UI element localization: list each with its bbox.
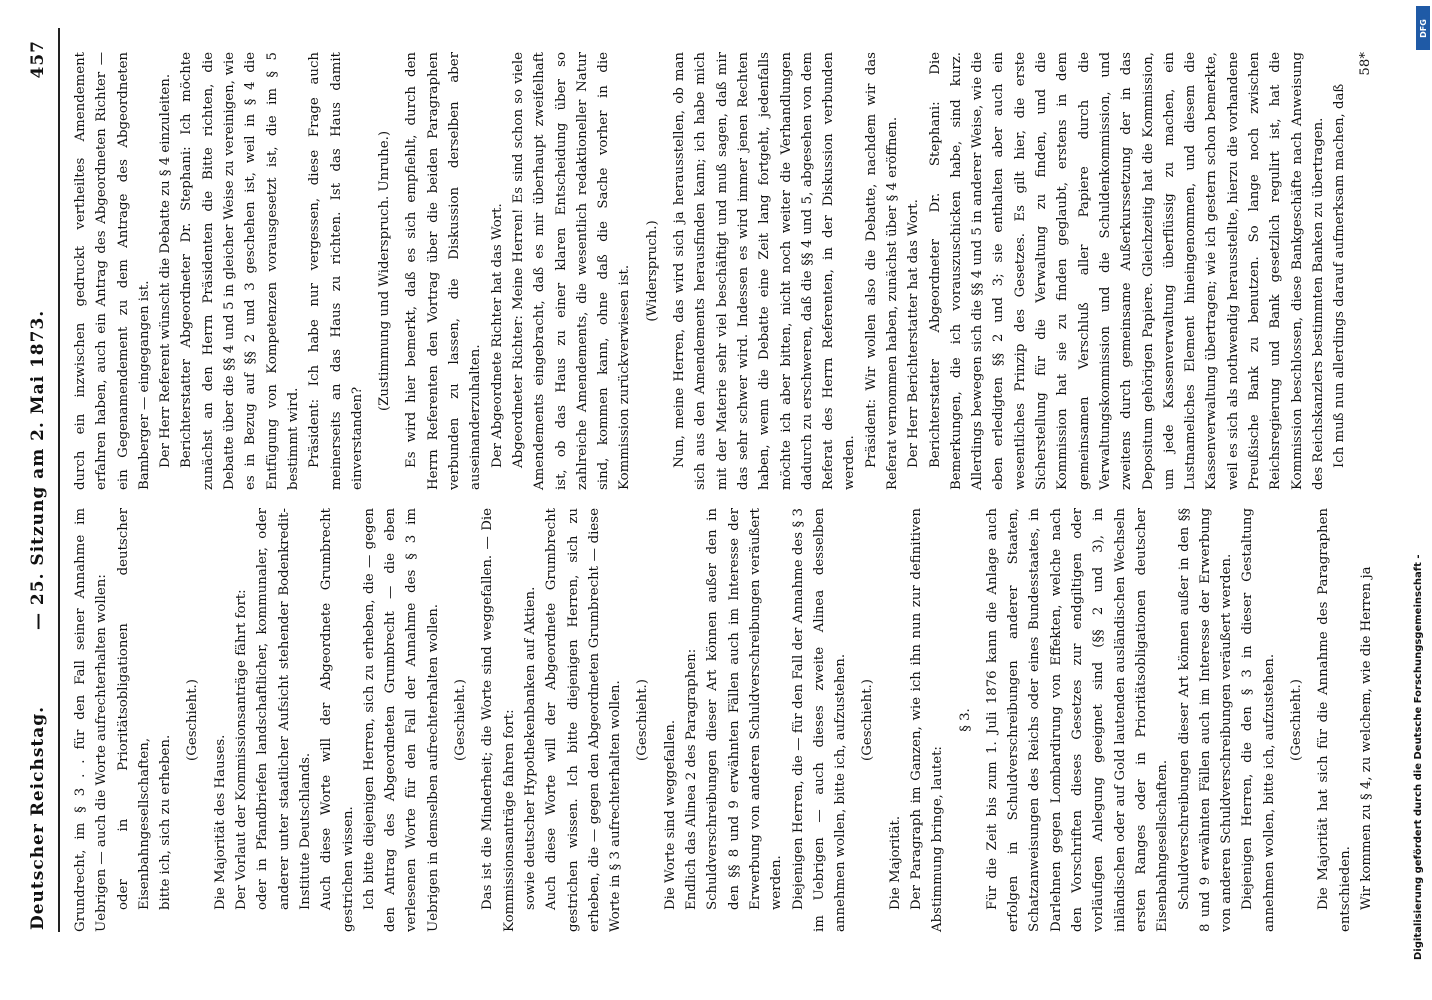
paragraph: Schuldverschreibungen dieser Art können außer den in den §§ 8 und 9 erwähnten Fällen auch im Interesse der Erwerbung von anderen Schuldverschreibungen veräußert werden. xyxy=(705,508,785,910)
paragraph: Wir kommen zu § 4, zu welchem, wie die Herren ja xyxy=(1358,566,1374,910)
paragraph: Der Herr Referent wünscht die Debatte zu § 4 einzuleiten. xyxy=(158,73,174,468)
paragraph: Berichterstatter Abgeordneter Dr. Stephani: Ich möchte zunächst an den Herrn Präsidenten die Bitte richten, die Debatte über die §§ 4 und 5 in gleicher Weise zu vereinigen, wie es in Bezug auf §§ 2 und 3 geschehen ist, weil in § 4 die Entfügung von Kompetenzen vorausgesetzt ist, die im § 5 bestimmt wird. xyxy=(179,52,301,490)
paragraph: § 3. xyxy=(957,708,973,732)
paragraph: (Geschieht.) xyxy=(860,679,876,761)
paragraph: Diejenigen Herren, die den § 3 in dieser Gestaltung annehmen wollen, bitte ich, aufzustehen. xyxy=(1240,508,1277,932)
paragraph: Die Majorität des Hauses. xyxy=(212,734,228,910)
paragraph: Abgeordneter Richter: Meine Herren! Es sind schon so viele Amendements eingebracht, daß es mir überhaupt zweifelhaft ist, ob das Haus zu einer klaren Entscheidung über so zahlreiche Amendements, die wesentlich redaktioneller Natur sind, kommen kann, ohne daß die Sache vorher in die Kommission zurückverwiesen ist. xyxy=(510,52,633,490)
paragraph: Präsident: Wir wollen also die Debatte, nachdem wir das Referat vernommen haben, zunächst über § 4 eröffnen. xyxy=(863,52,900,490)
dfg-logo xyxy=(1416,6,1430,50)
paragraph: Auch diese Worte will der Abgeordnete Grumbrecht gestrichen wissen. Ich bitte diejenigen Herren, sich zu erheben, die — gegen den Abgeordneten Grumbrecht — diese Worte in § 3 aufrechterhalten wollen. xyxy=(544,508,624,932)
paragraph: Diejenigen Herren, die — für den Fall der Annahme des § 3 im Uebrigen — auch dieses zweite Alinea desselben annehmen wollen, bitte ich, aufzustehen. xyxy=(790,508,849,932)
header-rule xyxy=(58,28,60,932)
page-number: 457 xyxy=(28,40,48,79)
paragraph: (Zustimmung und Widerspruch. Unruhe.) xyxy=(377,130,393,412)
paragraph: Der Abgeordnete Richter hat das Wort. xyxy=(489,203,505,468)
paragraph: Ich muß nun allerdings darauf aufmerksam machen, daß xyxy=(1332,83,1348,468)
running-header xyxy=(24,30,54,930)
paragraph: oder in Pfandbriefen landschaftlicher, kommunaler, oder anderer unter staatlicher Aufsicht stehender Bodenkredit-Institute Deutschlands. xyxy=(255,508,313,910)
paragraph: Der Herr Berichterstatter hat das Wort. xyxy=(906,199,922,468)
credit-text: Digitalisierung gefördert durch die Deutsche Forschungsgemeinschaft - xyxy=(1413,554,1424,960)
paragraph: (Geschieht.) xyxy=(453,679,469,761)
paragraph: Die Majorität hat sich für die Annahme des Paragraphen entschieden. xyxy=(1316,508,1353,932)
right-column xyxy=(70,52,1376,490)
paragraph: Nun, meine Herren, das wird sich ja herausstellen, ob man sich aus den Amendements herausfinden kann; ich habe mich mit der Materie sehr viel beschäftigt und muß sagen, daß mir das sehr schwer wird. Indessen es wird immer jenen Rechten haben, wenn die Debatte eine Zeit lang fortgeht, jedenfalls möchte ich aber bitten, nicht noch weiter die Verhandlungen dadurch zu erschweren, daß die §§ 4 und 5, abgesehen von dem Referat des Herrn Referenten, in der Diskussion verbunden werden. xyxy=(672,52,858,490)
paragraph: bitte ich, sich zu erheben. xyxy=(158,734,174,910)
paragraph: (Geschieht.) xyxy=(1289,679,1305,761)
paragraph: Die Majorität. xyxy=(887,815,903,910)
paragraph: (Geschieht.) xyxy=(185,679,201,761)
paragraph: oder in Prioritätsobligationen deutscher Eisenbahngesellschaften, xyxy=(115,508,152,910)
paragraph: Endlich das Alinea 2 des Paragraphen: xyxy=(684,648,700,910)
left-column xyxy=(70,508,1377,932)
header-session: — 25. Sitzung am 2. Mai 1873. xyxy=(28,309,48,630)
paragraph: Das ist die Minderheit; die Worte sind weggefallen. — Die Kommissionsanträge fahren fort: xyxy=(480,508,517,932)
paragraph: Auch diese Worte will der Abgeordnete Grumbrecht gestrichen wissen. xyxy=(319,508,356,932)
paragraph: Ich bitte diejenigen Herren, sich zu erheben, die — gegen den Antrag des Abgeordneten Grumbrecht — die eben verlesenen Worte für den Fall der Annahme des § 3 im Uebrigen in demselben aufrechterhalten wollen. xyxy=(361,508,441,932)
paragraph: Präsident: Ich habe nur vergessen, diese Frage auch meinerseits an das Haus zu richten. Ist das Haus damit einverstanden? xyxy=(307,52,365,490)
paragraph: (Geschieht.) xyxy=(635,679,651,761)
paragraph: durch ein inzwischen gedruckt vertheiltes Amendement erfahren haben, auch ein Antrag des Abgeordneten Richter — ein Gegenamendement zu dem Antrage des Abgeordneten Bamberger — eingegangen ist. xyxy=(73,52,152,490)
paragraph: Die Worte sind weggefallen. xyxy=(662,719,678,910)
paragraph: Der Paragraph im Ganzen, wie ich ihn nun zur definitiven Abstimmung bringe, lautet: xyxy=(908,508,946,932)
paragraph: Für die Zeit bis zum 1. Juli 1876 kann die Anlage auch erfolgen in Schuldverschreibungen anderer Staaten, Schatzanweisungen des Reichs oder eines Bundesstaates, in Darlehnen gegen Lombardirung von Effekten, welche nach den Vorschriften dieses Gesetzes zur endgiltigen oder vorläufigen Anlegung geeignet sind (§§ 2 und 3), in inländischen oder auf Gold lautenden ausländischen Wechseln ersten Ranges oder in Prioritätsobligationen deutscher Eisenbahngesellschaften. xyxy=(984,508,1171,932)
paragraph: sowie deutscher Hypothekenbanken auf Aktien. xyxy=(522,586,538,910)
paragraph: (Widerspruch.) xyxy=(644,220,660,322)
signature-mark: 58* xyxy=(1357,52,1373,76)
paragraph: Der Vorlaut der Kommissionsanträge fährt fort: xyxy=(234,589,250,910)
paragraph: Berichterstatter Abgeordneter Dr. Stephani: Die Bemerkungen, die ich vorauszuschicken habe, sind kurz. Allerdings bewegen sich die §§ 4 und 5 in anderer Weise, wie die eben erledigten §§ 2 und 3; sie enthalten aber auch ein wesentliches Prinzip des Gesetzes. Es gilt hier, die erste Sicherstellung für die Verwaltung zu finden, und die Kommission hat sie zu finden geglaubt, erstens in dem gemeinsamen Verschluß aller Papiere durch die Verwaltungskommission und die Schuldenkommission, und zweitens durch gemeinsame Außerkurssetzung der in das Depositum gehörigen Papiere. Gleichzeitig hat die Kommission, um jede Kassenverwaltung überflüssig zu machen, ein Lustnameliches Element hineingenommen, und diesem die Kassenverwaltung übertragen; wie ich gestern schon bemerkte, weil es sich als nothwendig herausstellte, hierzu die vorhandene Preußische Bank zu benutzen. So lange noch zwischen Reichsregierung und Bank gesetzlich regulirt ist, hat die Kommission beschlossen, diese Bankgeschäfte nach Anweisung des Reichskanzlers bestimmten Banken zu übertragen. xyxy=(927,52,1326,490)
header-title: Deutscher Reichstag. xyxy=(28,705,48,930)
dfg-logo-text: DFG xyxy=(1418,18,1428,38)
paragraph: Grundrecht, im § 3 . . für den Fall seiner Annahme im Uebrigen — auch die Worte aufrechterhalten wollen: xyxy=(73,508,110,932)
paragraph: Schuldverschreibungen dieser Art können außer in den §§ 8 und 9 erwähnten Fällen auch im Interesse der Erwerbung von anderen Schuldverschreibungen veräußert werden. xyxy=(1176,508,1235,932)
paragraph: Es wird hier bemerkt, daß es sich empfiehlt, durch den Herrn Referenten den Vortrag über die beiden Paragraphen verbunden zu lassen, die Diskussion derselben aber auseinanderzuhalten. xyxy=(404,52,484,490)
